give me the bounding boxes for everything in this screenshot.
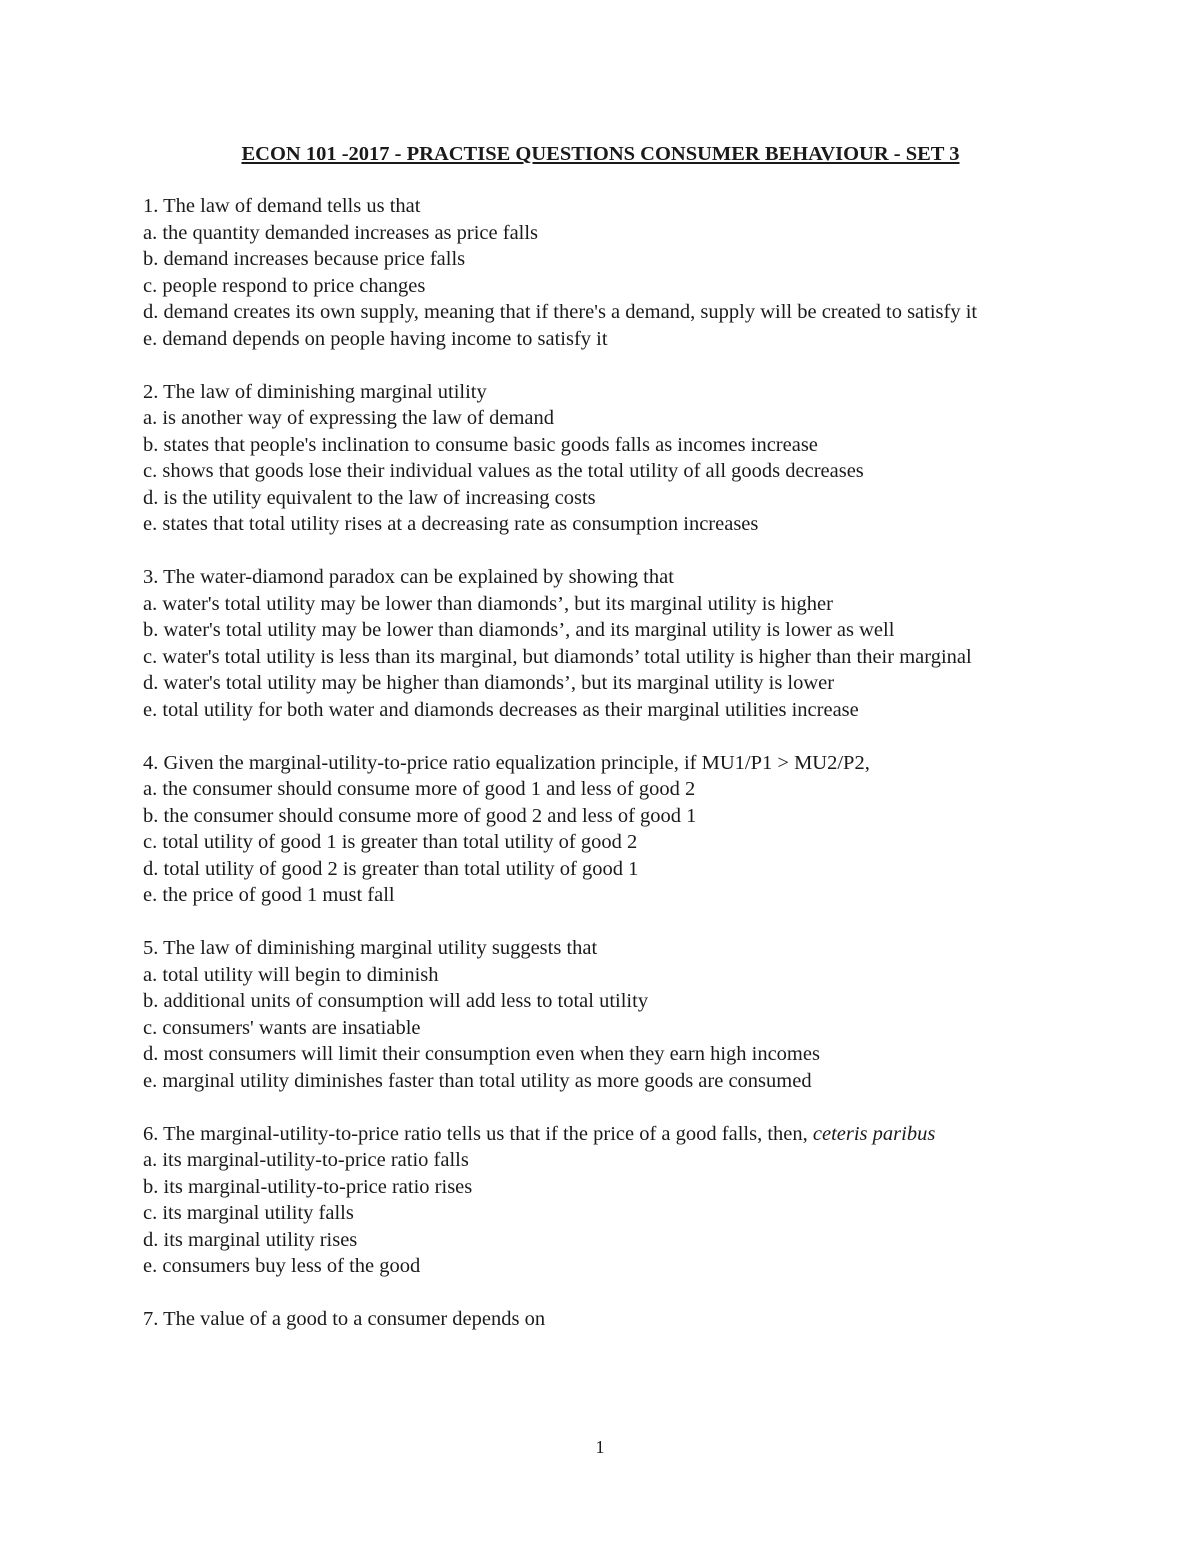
answer-option: e. total utility for both water and diamonds decreases as their marginal utilities increase xyxy=(143,698,859,721)
answer-option: a. the consumer should consume more of good 1 and less of good 2 xyxy=(143,778,696,800)
question-5 xyxy=(143,935,1058,1094)
question-2 xyxy=(143,379,1058,538)
answer-option: d. water's total utility may be higher than diamonds’, but its marginal utility is lower xyxy=(143,672,835,694)
answer-option: d. total utility of good 2 is greater than total utility of good 1 xyxy=(143,857,639,880)
question-6 xyxy=(143,1121,1058,1280)
question-stem xyxy=(143,935,1058,962)
answer-option: a. is another way of expressing the law of demand xyxy=(143,407,555,429)
question-stem-text: 7. The value of a good to a consumer depends on xyxy=(143,1308,546,1330)
answer-option: b. additional units of consumption will add less to total utility xyxy=(143,990,649,1012)
question-stem xyxy=(143,193,1058,220)
answer-option: c. water's total utility is less than its marginal, but diamonds’ total utility is higher than their marginal xyxy=(143,645,972,668)
answer-option: b. its marginal-utility-to-price ratio rises xyxy=(143,1175,473,1198)
answer-option: a. water's total utility may be lower than diamonds’, but its marginal utility is higher xyxy=(143,592,833,615)
document-page xyxy=(143,140,1058,1359)
answer-option: e. consumers buy less of the good xyxy=(143,1255,421,1277)
question-stem-text: 4. Given the marginal-utility-to-price ratio equalization principle, if MU1/P1 > MU2/P2, xyxy=(143,751,870,774)
question-stem-text: 1. The law of demand tells us that xyxy=(143,195,421,217)
answer-option: c. total utility of good 1 is greater than total utility of good 2 xyxy=(143,831,638,853)
question-stem xyxy=(143,1306,1058,1333)
question-stem-text: 2. The law of diminishing marginal utility xyxy=(143,380,487,403)
question-stem xyxy=(143,379,1058,406)
answer-option: d. is the utility equivalent to the law of increasing costs xyxy=(143,486,596,509)
answer-option: b. demand increases because price falls xyxy=(143,248,466,270)
question-7 xyxy=(143,1306,1058,1333)
question-stem-text: 6. The marginal-utility-to-price ratio tells us that if the price of a good falls, then, xyxy=(143,1122,813,1145)
answer-option: e. demand depends on people having income to satisfy it xyxy=(143,327,608,350)
answer-option: e. marginal utility diminishes faster than total utility as more goods are consumed xyxy=(143,1069,812,1092)
question-3 xyxy=(143,564,1058,723)
document-title: ECON 101 -2017 - PRACTISE QUESTIONS CONSUMER BEHAVIOUR - SET 3 xyxy=(241,143,960,165)
answer-option: c. its marginal utility falls xyxy=(143,1202,354,1224)
question-stem xyxy=(143,564,1058,591)
answer-option: a. the quantity demanded increases as price falls xyxy=(143,221,539,244)
answer-option: e. states that total utility rises at a decreasing rate as consumption increases xyxy=(143,513,759,535)
answer-option: a. total utility will begin to diminish xyxy=(143,963,439,986)
answer-option: b. the consumer should consume more of good 2 and less of good 1 xyxy=(143,804,697,827)
question-list xyxy=(143,193,1058,1333)
answer-option: d. most consumers will limit their consumption even when they earn high incomes xyxy=(143,1043,820,1065)
question-1 xyxy=(143,193,1058,352)
answer-option: c. shows that goods lose their individual values as the total utility of all goods decreases xyxy=(143,460,864,482)
question-stem-italic: ceteris paribus xyxy=(812,1122,936,1145)
question-stem-text: 3. The water-diamond paradox can be explained by showing that xyxy=(143,566,674,588)
answer-option: c. people respond to price changes xyxy=(143,274,426,297)
question-stem xyxy=(143,1121,1058,1148)
title-spacer xyxy=(143,168,1058,193)
answer-option: d. demand creates its own supply, meaning that if there's a demand, supply will be created to satisfy it xyxy=(143,301,978,323)
answer-option: e. the price of good 1 must fall xyxy=(143,884,395,906)
answer-option: b. water's total utility may be lower than diamonds’, and its marginal utility is lower as well xyxy=(143,619,895,641)
question-4 xyxy=(143,750,1058,909)
answer-option: d. its marginal utility rises xyxy=(143,1228,358,1251)
answer-option: c. consumers' wants are insatiable xyxy=(143,1016,421,1039)
question-stem xyxy=(143,750,1058,777)
answer-option: b. states that people's inclination to consume basic goods falls as incomes increase xyxy=(143,433,818,456)
page-number: 1 xyxy=(595,1437,605,1457)
answer-option: a. its marginal-utility-to-price ratio falls xyxy=(143,1149,469,1171)
question-stem-text: 5. The law of diminishing marginal utility suggests that xyxy=(143,937,598,959)
